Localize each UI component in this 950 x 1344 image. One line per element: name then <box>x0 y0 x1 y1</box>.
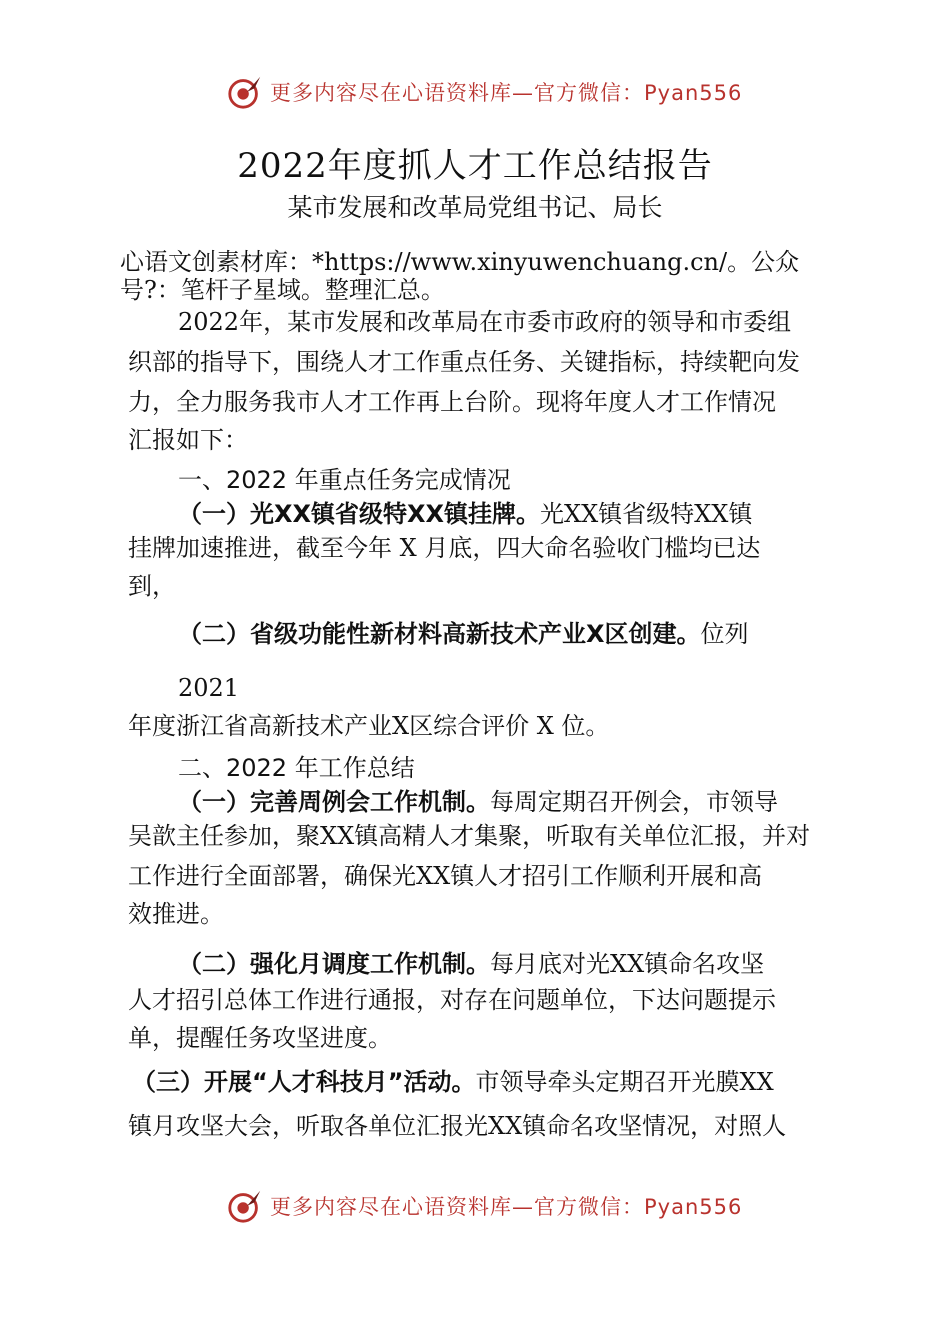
paragraph-line: 单，提醒任务攻坚进度。 <box>128 1024 392 1052</box>
intro-paragraph-line: 汇报如下： <box>128 426 248 454</box>
paragraph-line: 效推进。 <box>128 900 224 928</box>
intro-paragraph-line: 2022年，某市发展和改革局在市委市政府的领导和市委组 <box>178 308 792 336</box>
item-title: （三）开展“人才科技月”活动。 <box>132 1068 476 1096</box>
banner-text: 更多内容尽在心语资料库—官方微信：Pyan556 <box>270 1195 743 1219</box>
page-title: 2022年度抓人才工作总结报告 <box>237 146 713 186</box>
header-banner <box>226 72 742 112</box>
item-title: （二）省级功能性新材料高新技术产业X区创建。 <box>178 620 701 648</box>
quill-logo-icon <box>226 1187 264 1225</box>
intro-paragraph-line: 力，全力服务我市人才工作再上台阶。现将年度人才工作情况 <box>128 388 776 416</box>
section-heading: 一、2022 年重点任务完成情况 <box>178 466 511 494</box>
source-line: 心语文创素材库：*https://www.xinyuwenchuang.cn/。公众 <box>120 248 800 276</box>
intro-paragraph-line: 织部的指导下，围绕人才工作重点任务、关键指标，持续靶向发 <box>128 348 800 376</box>
item-text: 每月底对光XX镇命名攻坚 <box>490 950 765 978</box>
paragraph-line <box>178 786 778 818</box>
paragraph-line: 工作进行全面部署，确保光XX镇人才招引工作顺利开展和高 <box>128 862 763 890</box>
item-text: 光XX镇省级特XX镇 <box>540 500 753 528</box>
item-title: （二）强化月调度工作机制。 <box>178 950 490 978</box>
banner-text: 更多内容尽在心语资料库—官方微信：Pyan556 <box>270 81 743 105</box>
paragraph-line <box>132 1066 774 1098</box>
footer-banner <box>226 1186 742 1226</box>
page-subtitle: 某市发展和改革局党组书记、局长 <box>287 193 663 222</box>
item-text: 市领导牵头定期召开光膜XX <box>475 1068 774 1096</box>
paragraph-line: 年度浙江省高新技术产业X区综合评价 X 位。 <box>128 712 610 740</box>
paragraph-line: 2021 <box>178 674 240 702</box>
item-text: 位列 <box>700 620 749 648</box>
paragraph-line: 吴歆主任参加，聚XX镇高精人才集聚，听取有关单位汇报，并对 <box>128 822 811 850</box>
item-title: （一）完善周例会工作机制。 <box>178 788 490 816</box>
paragraph-line <box>178 948 764 980</box>
paragraph-line <box>178 618 749 650</box>
source-line: 号?：笔杆子星域。整理汇总。 <box>120 276 445 304</box>
item-title: （一）光XX镇省级特XX镇挂牌。 <box>178 500 541 528</box>
paragraph-line: 到， <box>128 572 176 600</box>
item-text: 每周定期召开例会，市领导 <box>490 788 778 816</box>
paragraph-line: 镇月攻坚大会，听取各单位汇报光XX镇命名攻坚情况，对照人 <box>128 1112 787 1140</box>
paragraph-line: 挂牌加速推进，截至今年 X 月底，四大命名验收门槛均已达 <box>128 534 761 562</box>
quill-logo-icon <box>226 73 264 111</box>
section-heading: 二、2022 年工作总结 <box>178 754 415 782</box>
paragraph-line: 人才招引总体工作进行通报，对存在问题单位，下达问题提示 <box>128 986 776 1014</box>
paragraph-line <box>178 498 752 530</box>
